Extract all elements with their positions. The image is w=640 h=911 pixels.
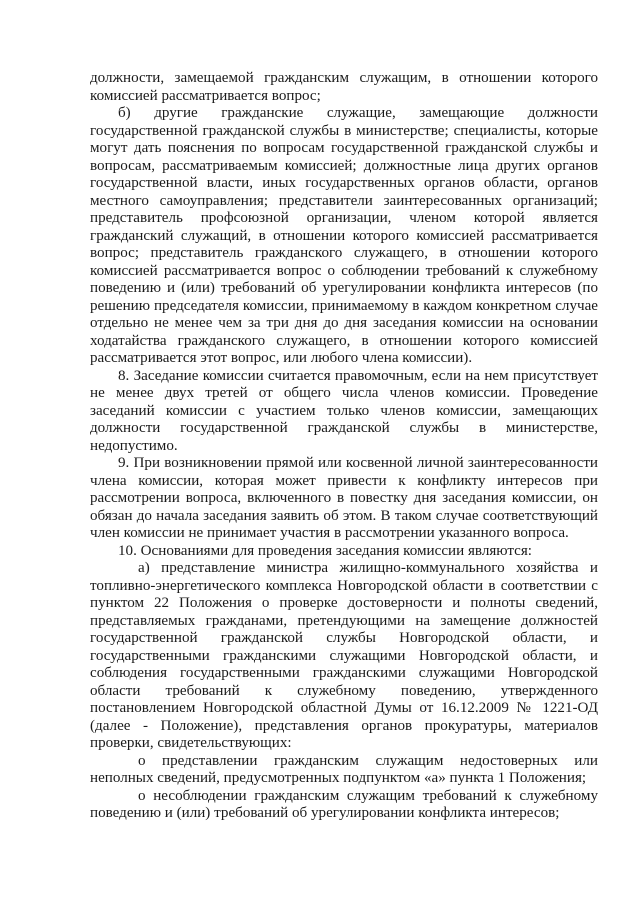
- document-body: [90, 70, 598, 823]
- paragraph-item-b: б) другие гражданские служащие, замещающие должности государственной гражданской службы в министерстве; специалисты, которые могут дать пояснения по вопросам государственной гражданской службы и вопросам, рассматриваемым комиссией; должностные лица других органов государственной власти, иных государственных органов области, органов местного самоуправления; представители заинтересованных организаций; представитель профсоюзной организации, членом которой является гражданский служащий, в отношении которого комиссией рассматривается вопрос; представитель гражданского служащего, в отношении которого комиссией рассматривается вопрос о соблюдении требований к служебному поведению и (или) требований об урегулировании конфликта интересов (по решению председателя комиссии, принимаемому в каждом конкретном случае отдельно не менее чем за три дня до дня заседания комиссии на основании ходатайства гражданского служащего, в отношении которого комиссией рассматривается этот вопрос, или любого члена комиссии).: [90, 105, 598, 366]
- paragraph-subitem-1: о представлении гражданским служащим недостоверных или неполных сведений, предусмотренных подпунктом «а» пункта 1 Положения;: [90, 752, 598, 786]
- paragraph-item-a: а) представление министра жилищно-коммунального хозяйства и топливно-энергетического комплекса Новгородской области в соответствии с пунктом 22 Положения о проверке достоверности и полноты сведений, представляемых гражданами, претендующими на замещение должностей государственной гражданской службы Новгородской области, и государственными гражданскими служащими Новгородской области, и соблюдения государственными гражданскими служащими Новгородской области требований к служебному поведению, утвержденного постановлением Новгородской областной Думы от 16.12.2009 № 1221-ОД (далее - Положение), представления органов прокуратуры, материалов проверки, свидетельствующих:: [90, 560, 598, 751]
- paragraph-continuation: должности, замещаемой гражданским служащим, в отношении которого комиссией рассматривается вопрос;: [90, 70, 598, 104]
- paragraph-clause-10: 10. Основаниями для проведения заседания комиссии являются:: [118, 542, 532, 559]
- paragraph-subitem-2: о несоблюдении гражданским служащим требований к служебному поведению и (или) требований об урегулировании конфликта интересов;: [90, 787, 598, 821]
- paragraph-clause-9: 9. При возникновении прямой или косвенной личной заинтересованности члена комиссии, которая может привести к конфликту интересов при рассмотрении вопроса, включенного в повестку дня заседания комиссии, он обязан до начала заседания заявить об этом. В таком случае соответствующий член комиссии не принимает участия в рассмотрении указанного вопроса.: [90, 455, 598, 541]
- paragraph-clause-8: 8. Заседание комиссии считается правомочным, если на нем присутствует не менее двух третей от общего числа членов комиссии. Проведение заседаний комиссии с участием только членов комиссии, замещающих должности государственной гражданской службы в министерстве, недопустимо.: [90, 367, 598, 454]
